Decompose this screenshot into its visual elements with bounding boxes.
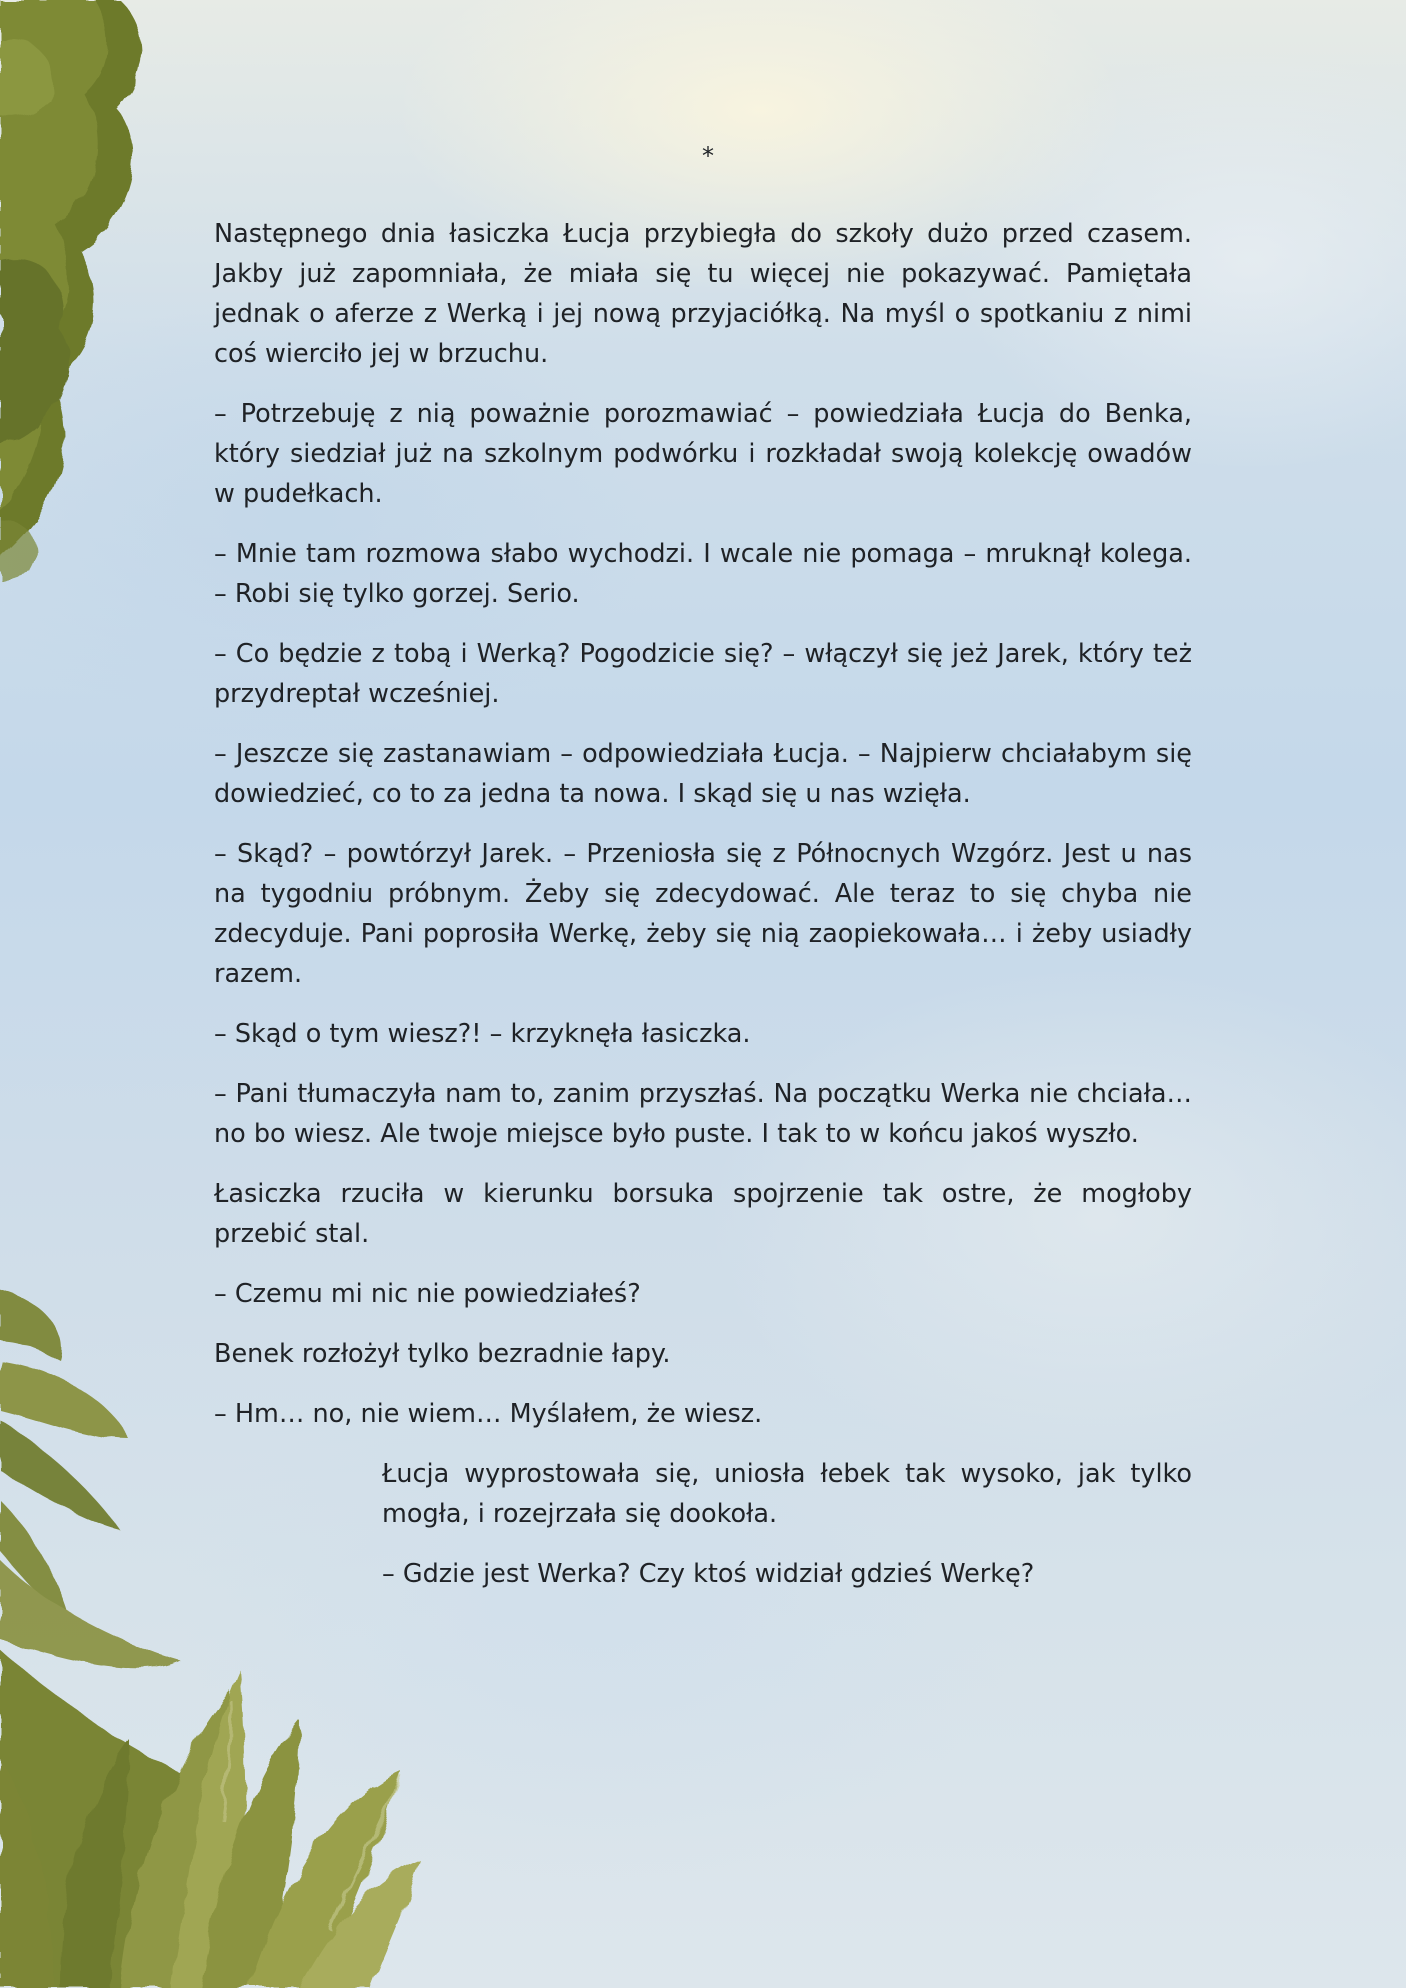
paragraph-indented: Łucja wyprostowała się, uniosła łebek tak wysoko, jak tylko mogła, i rozejrzała się dookoła. <box>382 1459 1192 1529</box>
story-text <box>214 136 1192 1614</box>
paragraph: – Mnie tam rozmowa słabo wychodzi. I wcale nie pomaga – mruknął kolega. – Robi się tylko gorzej. Serio. <box>214 539 1192 609</box>
paragraph: Łasiczka rzuciła w kierunku borsuka spojrzenie tak ostre, że mogłoby przebić stal. <box>214 1179 1192 1249</box>
paragraph: Następnego dnia łasiczka Łucja przybiegła do szkoły dużo przed czasem. Jakby już zapomniała, że miała się tu więcej nie pokazywać. Pamiętała jednak o aferze z Werką i jej nową przyjaciółką. Na myśl o spotkaniu z nimi coś wierciło jej w brzuchu. <box>214 219 1192 369</box>
paragraph: – Potrzebuję z nią poważnie porozmawiać – powiedziała Łucja do Benka, który siedział już na szkolnym podwórku i rozkładał swoją kolekcję owadów w pudełkach. <box>214 399 1192 509</box>
paragraph: – Jeszcze się zastanawiam – odpowiedziała Łucja. – Najpierw chciałabym się dowiedzieć, co to za jedna ta nowa. I skąd się u nas wzięła. <box>214 739 1192 809</box>
paragraph: – Hm… no, nie wiem… Myślałem, że wiesz. <box>214 1399 763 1429</box>
section-marker: * <box>702 142 714 170</box>
paragraph-indented: – Gdzie jest Werka? Czy ktoś widział gdzieś Werkę? <box>382 1559 1035 1589</box>
paragraph: Benek rozłożył tylko bezradnie łapy. <box>214 1339 671 1369</box>
paragraph: – Czemu mi nic nie powiedziałeś? <box>214 1279 641 1309</box>
paragraph: – Skąd? – powtórzył Jarek. – Przeniosła się z Północnych Wzgórz. Jest u nas na tygodniu próbnym. Żeby się zdecydować. Ale teraz to się chyba nie zdecyduje. Pani poprosiła Werkę, żeby się nią zaopiekowała… i żeby usiadły razem. <box>214 839 1192 989</box>
paragraph: – Co będzie z tobą i Werką? Pogodzicie się? – włączył się jeż Jarek, który też przydreptał wcześniej. <box>214 639 1192 709</box>
tree-foliage-icon <box>0 0 142 580</box>
palm-frond-icon <box>0 1290 180 1668</box>
paragraph: – Pani tłumaczyła nam to, zanim przyszłaś. Na początku Werka nie chciała… no bo wiesz. Ale twoje miejsce było puste. I tak to w końcu jakoś wyszło. <box>214 1079 1192 1149</box>
paragraph: – Skąd o tym wiesz?! – krzyknęła łasiczka. <box>214 1019 751 1049</box>
grass-leaves-icon <box>0 1650 420 1988</box>
